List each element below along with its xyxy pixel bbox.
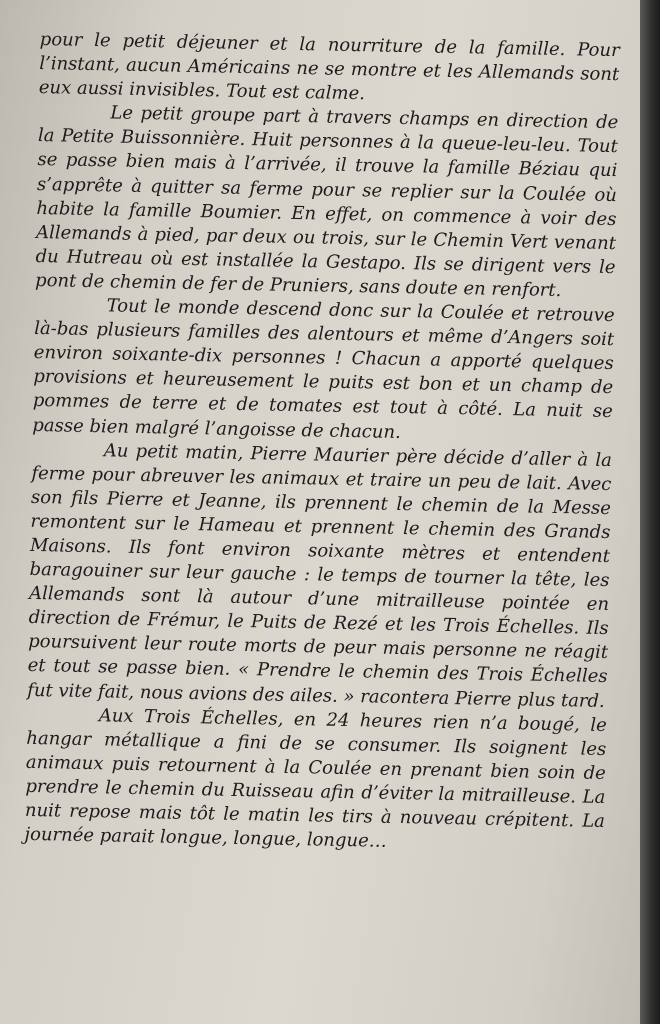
paragraph-2: Le petit groupe part à travers champs en direction de la Petite Buissonnière. Huit personnes à la queue-leu-leu. Tout se passe bien mais à l’arrivée, il trouve la famille Béziau qui s’apprête à quitter sa ferme pour se replier sur la Coulée où habite la famille Boumier. En effet, on commence à voir des Allemands à pied, par deux ou trois, sur le Chemin Vert venant du Hutreau où est installée la Gestapo. Ils se dirigent vers le pont de chemin de fer de Pruniers, sans doute en renfort. (34, 102, 619, 301)
paragraph-3: Tout le monde descend donc sur la Coulée et retrouve là-bas plusieurs familles des alentours et même d’Angers soit environ soixante-dix personnes ! Chacun a apporté quelques provisions et heureusement le puits est bon et un champ de pommes de terre et de tomates est tout à côté. La nuit se passe bien malgré l’angoisse de chacun. (32, 295, 615, 443)
paragraph-5: Aux Trois Échelles, en 24 heures rien n’a bougé, le hangar métallique a fini de se consumer. Ils soignent les animaux puis retournent à la Coulée en prenant bien soin de prendre le chemin du Ruisseau afin d’éviter la mitrailleuse. La nuit repose mais tôt le matin les tirs à nouveau crépitent. La journée parait longue, longue, longue… (24, 704, 607, 852)
paragraph-4: Au petit matin, Pierre Maurier père décide d’aller à la ferme pour abreuver les animaux et traire un peu de lait. Avec son fils Pierre et Jeanne, ils prennent le chemin de la Messe remontent sur le Hameau et prennent le chemin des Grands Maisons. Ils font environ soixante mètres et entendent baragouiner sur leur gauche : le temps de tourner la tête, les Allemands sont là autour d’une mitrailleuse pointée en direction de Frémur, le Puits de Rezé et les Trois Échelles. Ils poursuivent leur route morts de peur mais personne ne réagit et tout se passe bien. « Prendre le chemin des Trois Échelles fut vite fait, nous avions des ailes. » racontera Pierre plus tard. (27, 439, 613, 712)
paragraph-1: pour le petit déjeuner et la nourriture de la famille. Pour l’instant, aucun Américains ne se montre et les Allemands sont eux aussi invisibles. Tout est calme. (38, 28, 620, 105)
page-edge-shadow (640, 0, 660, 1024)
page-text (24, 28, 620, 858)
